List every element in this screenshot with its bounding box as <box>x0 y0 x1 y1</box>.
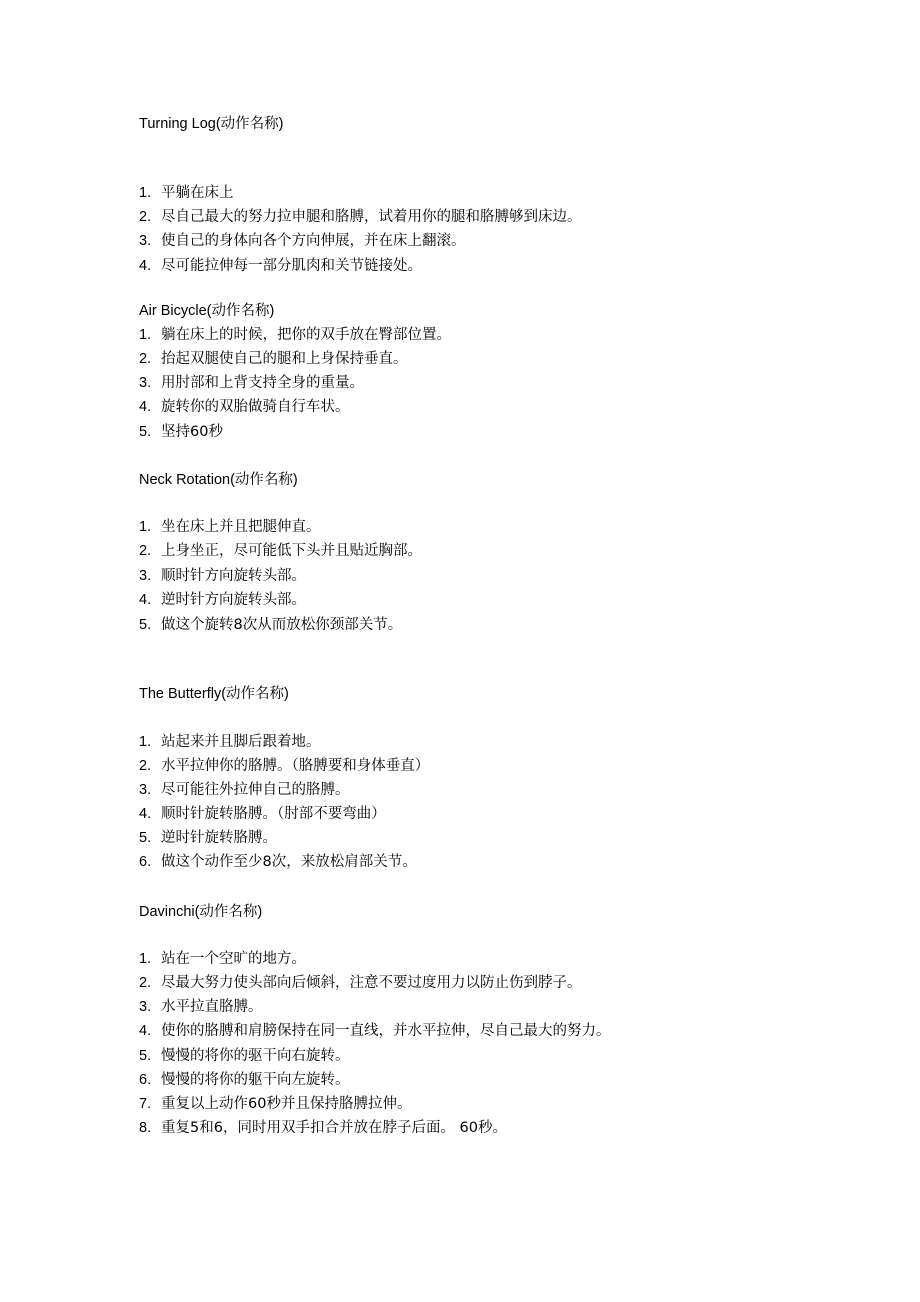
step-text: 站起来并且脚后跟着地。 <box>161 734 321 750</box>
step-text: 用肘部和上背支持全身的重量。 <box>161 375 364 391</box>
step-item <box>139 208 582 226</box>
step-item <box>139 974 582 992</box>
step-number: 4. <box>139 806 152 822</box>
step-text: 顺时针旋转胳膊。（肘部不要弯曲） <box>161 806 386 822</box>
step-item <box>139 567 306 585</box>
step-text: 使你的胳膊和肩膀保持在同一直线，并水平拉伸，尽自己最大的努力。 <box>161 1023 611 1039</box>
step-item <box>139 398 350 416</box>
step-text: 坚持60秒 <box>161 424 223 440</box>
step-text: 逆时针旋转胳膊。 <box>161 830 277 846</box>
step-text: 重复以上动作60秒并且保持胳膊拉伸。 <box>161 1096 412 1112</box>
step-number: 2. <box>139 543 152 559</box>
step-text: 坐在床上并且把腿伸直。 <box>161 519 321 535</box>
section-title-the-butterfly: The Butterfly(动作名称) <box>139 686 289 702</box>
step-number: 2. <box>139 209 152 225</box>
step-text: 顺时针方向旋转头部。 <box>161 568 306 584</box>
step-number: 3. <box>139 375 152 391</box>
step-number: 2. <box>139 758 152 774</box>
step-number: 4. <box>139 258 152 274</box>
step-text: 尽可能拉伸每一部分肌肉和关节链接处。 <box>161 258 422 274</box>
step-text: 上身坐正，尽可能低下头并且贴近胸部。 <box>161 543 422 559</box>
step-number: 5. <box>139 617 152 633</box>
step-number: 1. <box>139 185 152 201</box>
step-number: 7. <box>139 1096 152 1112</box>
step-number: 1. <box>139 951 152 967</box>
step-text: 水平拉直胳膊。 <box>161 999 263 1015</box>
step-number: 4. <box>139 592 152 608</box>
step-item <box>139 232 466 250</box>
step-number: 5. <box>139 1048 152 1064</box>
step-number: 4. <box>139 1023 152 1039</box>
step-number: 4. <box>139 399 152 415</box>
step-item <box>139 518 321 536</box>
step-item <box>139 326 451 344</box>
step-number: 3. <box>139 568 152 584</box>
step-text: 躺在床上的时候，把你的双手放在臀部位置。 <box>161 327 451 343</box>
step-number: 2. <box>139 975 152 991</box>
step-item <box>139 805 386 823</box>
step-item <box>139 998 263 1016</box>
step-number: 2. <box>139 351 152 367</box>
step-item <box>139 829 277 847</box>
step-text: 尽自己最大的努力拉申腿和胳膊，试着用你的腿和胳膊够到床边。 <box>161 209 582 225</box>
step-item <box>139 853 417 871</box>
section-title-turning-log: Turning Log(动作名称) <box>139 116 284 132</box>
step-item <box>139 733 321 751</box>
section-title-air-bicycle: Air Bicycle(动作名称) <box>139 303 275 319</box>
step-item <box>139 1022 611 1040</box>
step-text: 慢慢的将你的躯干向左旋转。 <box>161 1072 350 1088</box>
step-text: 做这个动作至少8次，来放松肩部关节。 <box>161 854 417 870</box>
step-item <box>139 1047 350 1065</box>
step-number: 3. <box>139 782 152 798</box>
step-text: 站在一个空旷的地方。 <box>161 951 306 967</box>
step-number: 8. <box>139 1120 152 1136</box>
step-text: 慢慢的将你的驱干向右旋转。 <box>161 1048 350 1064</box>
step-number: 5. <box>139 424 152 440</box>
section-title-neck-rotation: Neck Rotation(动作名称) <box>139 472 298 488</box>
step-item <box>139 350 408 368</box>
section-title-davinchi: Davinchi(动作名称) <box>139 904 263 920</box>
step-number: 3. <box>139 999 152 1015</box>
step-item <box>139 950 306 968</box>
step-item <box>139 257 422 275</box>
step-item <box>139 374 364 392</box>
step-text: 抬起双腿使自己的腿和上身保持垂直。 <box>161 351 408 367</box>
step-text: 旋转你的双胎做骑自行车状。 <box>161 399 350 415</box>
step-item <box>139 542 422 560</box>
step-number: 1. <box>139 327 152 343</box>
step-text: 尽最大努力使头部向后倾斜，注意不要过度用力以防止伤到脖子。 <box>161 975 582 991</box>
step-text: 尽可能往外拉伸自己的胳膊。 <box>161 782 350 798</box>
step-text: 逆时针方向旋转头部。 <box>161 592 306 608</box>
step-text: 平躺在床上 <box>161 185 234 201</box>
step-number: 5. <box>139 830 152 846</box>
step-item <box>139 1071 350 1089</box>
step-text: 重复5和6，同时用双手扣合并放在脖子后面。 60秒。 <box>161 1120 508 1136</box>
step-number: 1. <box>139 734 152 750</box>
step-item <box>139 1095 411 1113</box>
step-number: 3. <box>139 233 152 249</box>
step-item <box>139 616 402 634</box>
step-item <box>139 184 234 202</box>
step-number: 1. <box>139 519 152 535</box>
step-item <box>139 757 429 775</box>
step-number: 6. <box>139 1072 152 1088</box>
step-item <box>139 591 306 609</box>
step-text: 做这个旋转8次从而放松你颈部关节。 <box>161 617 403 633</box>
step-text: 使自己的身体向各个方向伸展，并在床上翻滚。 <box>161 233 466 249</box>
step-item <box>139 781 350 799</box>
step-number: 6. <box>139 854 152 870</box>
step-item <box>139 1119 507 1137</box>
step-item <box>139 423 223 441</box>
step-text: 水平拉伸你的胳膊。（胳膊要和身体垂直） <box>161 758 430 774</box>
